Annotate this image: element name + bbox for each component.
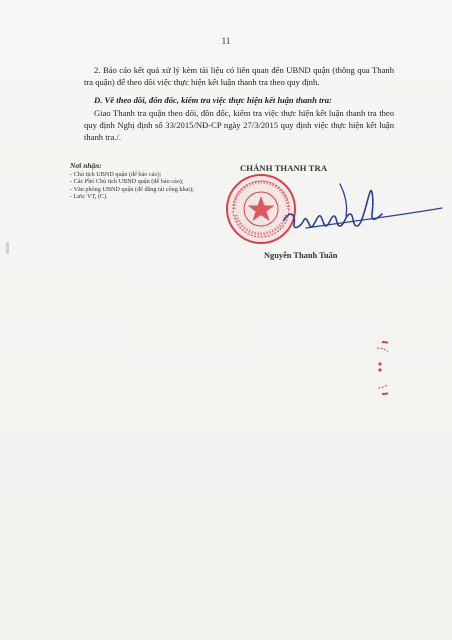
signer-title: CHÁNH THANH TRA — [240, 163, 328, 173]
recipients-title: Nơi nhận: — [70, 161, 102, 170]
recipient-item: - Chủ tịch UBND quận (để báo cáo); — [70, 170, 162, 178]
paragraph-monitoring: Giao Thanh tra quận theo dõi, đôn đốc, kiểm tra việc thực hiện kết luận thanh tra theo quy định Nghị định số 33/2015/NĐ-CP ngày 27/3/2015 quy định việc thực hiện kết luận thanh tra./. — [84, 108, 394, 142]
scan-mark — [6, 242, 9, 254]
recipient-item: - Các Phó Chủ tịch UBND quận (để báo cáo); — [70, 178, 184, 186]
recipient-item: - Lưu: VT, (C). — [70, 193, 108, 201]
side-seal-fragment-icon — [370, 340, 388, 396]
signer-name: Nguyễn Thanh Tuấn — [264, 251, 338, 260]
handwritten-signature — [266, 170, 446, 248]
recipient-item: - Văn phòng UBND quận (để đăng tải công khai); — [70, 185, 194, 193]
page-number: 11 — [221, 36, 231, 46]
section-heading-d: D. Về theo dõi, đôn đốc, kiểm tra việc thực hiện kết luận thanh tra: — [94, 95, 332, 105]
paragraph-report: 2. Báo cáo kết quả xử lý kèm tài liệu có liên quan đến UBND quận (thông qua Thanh tra quận) để theo dõi việc thực hiện kết luận thanh tra theo quy định. — [84, 65, 394, 87]
recipients-block — [70, 162, 198, 201]
